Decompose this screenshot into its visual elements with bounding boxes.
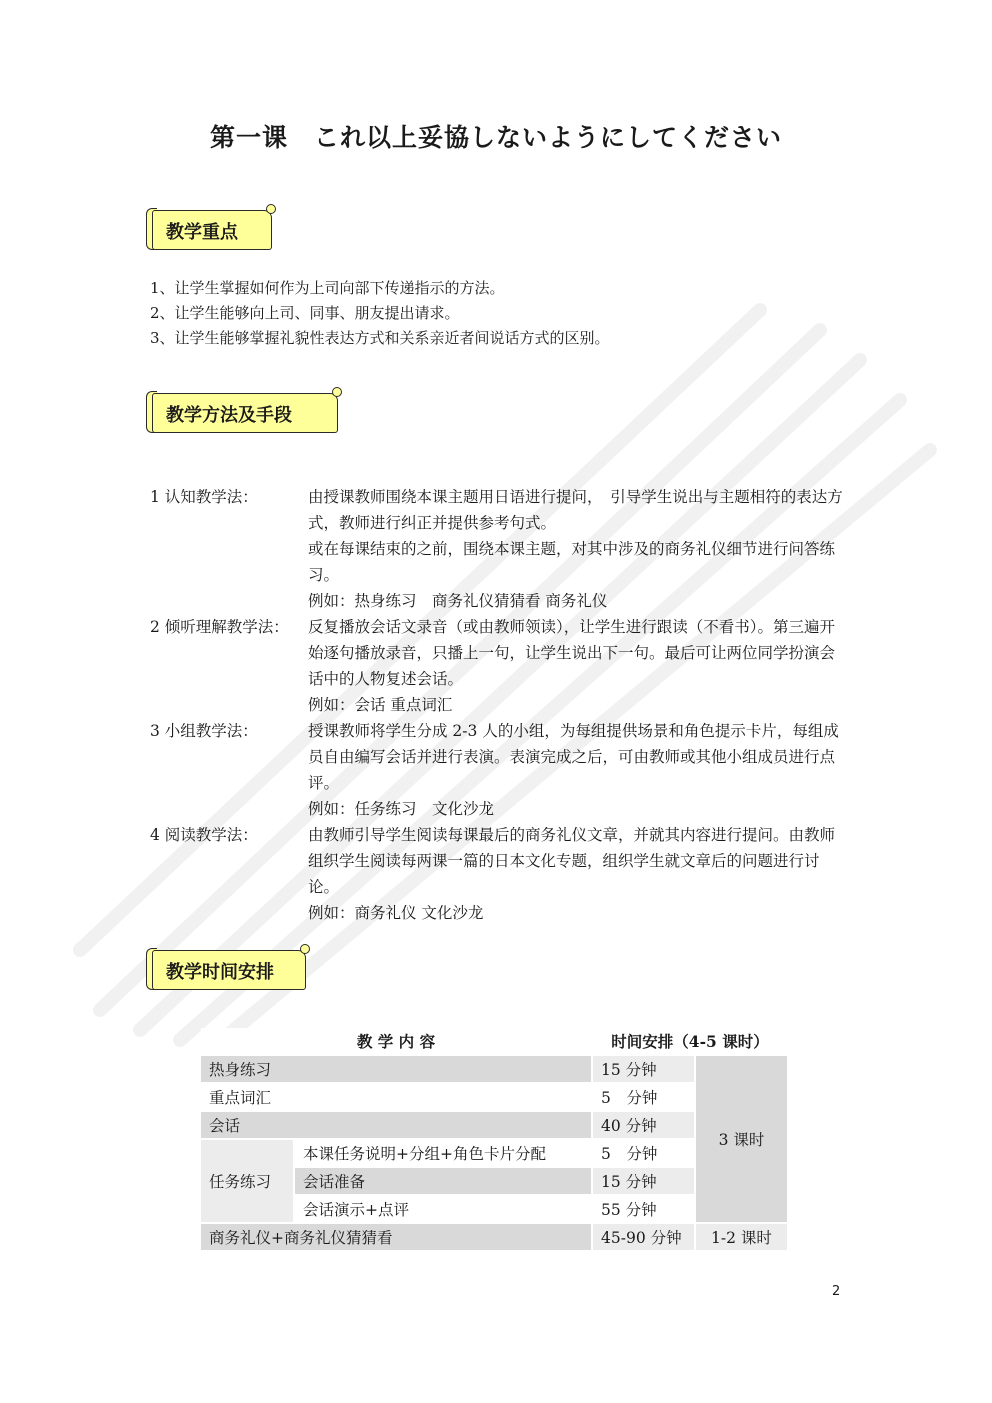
method-example: 例如：热身练习 商务礼仪猜猜看 商务礼仪 [308, 592, 608, 610]
schedule-table [199, 1026, 789, 1252]
table-cell: 会话演示+点评 [295, 1196, 591, 1222]
table-cell: 重点词汇 [201, 1084, 591, 1110]
table-cell: 会话 [201, 1112, 591, 1138]
method-label: 1 认知教学法： [150, 488, 258, 506]
method-text: 反复播放会话文录音（或由教师领读），让学生进行跟读（不看书）。第三遍开始逐句播放录音，只播上一句，让学生说出下一句。最后可让两位同学扮演会话中的人物复述会话。 [308, 618, 836, 688]
table-row [201, 1056, 787, 1082]
table-header-time: 时间安排（4-5 课时） [593, 1028, 787, 1054]
section-label: 教学重点 [166, 222, 238, 243]
table-cell: 1-2 课时 [696, 1224, 787, 1250]
section-label: 教学时间安排 [166, 962, 274, 983]
table-cell: 任务练习 [201, 1140, 293, 1222]
method-item [150, 822, 850, 926]
method-item [150, 484, 850, 614]
table-row [201, 1224, 787, 1250]
method-text: 或在每课结束的之前，围绕本课主题，对其中涉及的商务礼仪细节进行问答练习。 [308, 540, 836, 584]
method-example: 例如：商务礼仪 文化沙龙 [308, 904, 484, 922]
page-number: 2 [832, 1284, 841, 1299]
table-cell: 55 分钟 [593, 1196, 694, 1222]
table-row [201, 1028, 787, 1054]
method-label: 4 阅读教学法： [150, 826, 258, 844]
section-banner-schedule [146, 944, 306, 990]
table-cell: 本课任务说明+分组+角色卡片分配 [295, 1140, 591, 1166]
section-label: 教学方法及手段 [166, 405, 292, 426]
method-example: 例如：会话 重点词汇 [308, 696, 453, 714]
list-item: 3、让学生能够掌握礼貌性表达方式和关系亲近者间说话方式的区别。 [150, 329, 610, 347]
method-example: 例如：任务练习 文化沙龙 [308, 800, 495, 818]
table-cell: 5 分钟 [593, 1140, 694, 1166]
table-cell-group-hours: 3 课时 [696, 1056, 787, 1222]
section-banner-methods [146, 387, 338, 433]
table-cell: 15 分钟 [593, 1168, 694, 1194]
method-text: 授课教师将学生分成 2-3 人的小组，为每组提供场景和角色提示卡片，每组成员自由编写会话并进行表演。表演完成之后，可由教师或其他小组成员进行点评。 [308, 722, 839, 792]
table-cell: 15 分钟 [593, 1056, 694, 1082]
method-text: 由授课教师围绕本课主题用日语进行提问， 引导学生说出与主题相符的表达方式，教师进行纠正并提供参考句式。 [308, 488, 843, 532]
list-item: 1、让学生掌握如何作为上司向部下传递指示的方法。 [150, 279, 505, 297]
method-text: 由教师引导学生阅读每课最后的商务礼仪文章，并就其内容进行提问。由教师组织学生阅读每两课一篇的日本文化专题，组织学生就文章后的问题进行讨论。 [308, 826, 836, 896]
methods-list [150, 484, 850, 926]
method-item [150, 718, 850, 822]
method-item [150, 614, 850, 718]
table-cell: 热身练习 [201, 1056, 591, 1082]
table-cell: 45-90 分钟 [593, 1224, 694, 1250]
page-title: 第一课 これ以上妥協しないようにしてください [209, 123, 782, 152]
table-cell: 40 分钟 [593, 1112, 694, 1138]
table-cell: 会话准备 [295, 1168, 591, 1194]
method-label: 3 小组教学法： [150, 722, 258, 740]
table-cell: 商务礼仪+商务礼仪猜猜看 [201, 1224, 591, 1250]
table-header-content: 教 学 内 容 [201, 1028, 591, 1054]
section-banner-focus [146, 204, 272, 250]
table-cell: 5 分钟 [593, 1084, 694, 1110]
method-label: 2 倾听理解教学法： [150, 618, 289, 636]
goals-list [150, 276, 610, 351]
list-item: 2、让学生能够向上司、同事、朋友提出请求。 [150, 304, 460, 322]
